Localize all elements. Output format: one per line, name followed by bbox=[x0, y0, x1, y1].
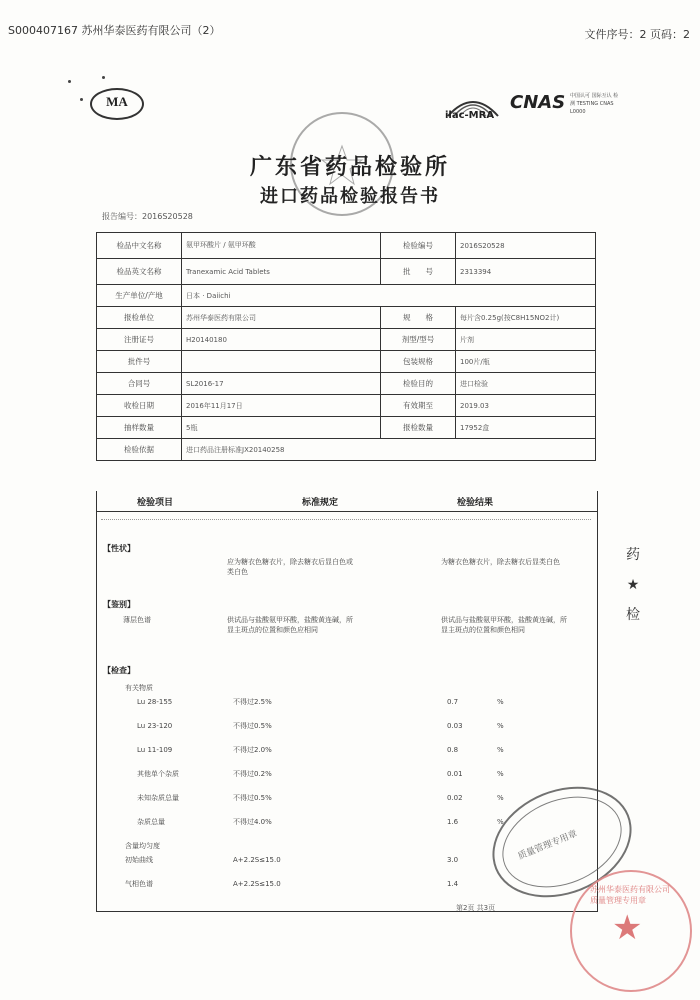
uniformity-sub1: 初始曲线 bbox=[125, 856, 153, 864]
scan-speck bbox=[68, 80, 71, 83]
appearance-result: 为糖衣色糖衣片，除去糖衣后显类白色 bbox=[441, 558, 560, 566]
check-unit: % bbox=[497, 818, 504, 826]
table-row bbox=[97, 329, 596, 351]
label-dosage-form: 剂型/型号 bbox=[381, 329, 456, 351]
check-result: 1.6 bbox=[447, 818, 459, 826]
label-receive-date: 收检日期 bbox=[97, 395, 182, 417]
company-seal-text: 苏州华泰医药有限公司 质量管理专用章 bbox=[590, 885, 670, 905]
value-en-name: Tranexamic Acid Tablets bbox=[182, 259, 381, 285]
divider bbox=[101, 519, 591, 520]
value-declared-qty: 17952盒 bbox=[456, 417, 596, 439]
check-item: 杂质总量 bbox=[137, 818, 165, 826]
table-row bbox=[97, 351, 596, 373]
side-seal-fragment bbox=[622, 540, 644, 630]
section-appearance: 【性状】 bbox=[103, 544, 135, 553]
appearance-standard: 应为糖衣色糖衣片，除去糖衣后显白色或类白色 bbox=[227, 558, 353, 576]
uniformity-title: 含量均匀度 bbox=[125, 842, 160, 850]
value-approval-no bbox=[182, 351, 381, 373]
label-test-no: 检验编号 bbox=[381, 233, 456, 259]
value-sample-qty: 5瓶 bbox=[182, 417, 381, 439]
value-manufacturer: 日本 · Daiichi bbox=[182, 285, 596, 307]
value-reg-no: H20140180 bbox=[182, 329, 381, 351]
label-cn-name: 检品中文名称 bbox=[97, 233, 182, 259]
table-row bbox=[97, 439, 596, 461]
ilac-mra-text: ilac-MRA bbox=[445, 110, 495, 121]
header-standard: 标准规定 bbox=[302, 498, 339, 508]
scan-speck bbox=[80, 98, 83, 101]
value-cn-name: 氨甲环酸片 / 氨甲环酸 bbox=[182, 233, 381, 259]
label-approval-no: 批件号 bbox=[97, 351, 182, 373]
table-row bbox=[97, 373, 596, 395]
side-char: 药 bbox=[626, 547, 640, 563]
value-dosage-form: 片剂 bbox=[456, 329, 596, 351]
label-package: 包装规格 bbox=[381, 351, 456, 373]
check-unit: % bbox=[497, 770, 504, 778]
ma-certification-logo: MA bbox=[90, 88, 144, 120]
check-result: 0.03 bbox=[447, 722, 463, 730]
label-manufacturer: 生产单位/产地 bbox=[97, 285, 182, 307]
table-row bbox=[97, 417, 596, 439]
seal-text: 质量管理专用章 bbox=[516, 829, 579, 863]
check-result: 0.7 bbox=[447, 698, 459, 706]
results-header-row bbox=[97, 491, 597, 512]
check-standard: 不得过2.5% bbox=[233, 698, 272, 706]
table-row bbox=[97, 233, 596, 259]
label-spec: 规 格 bbox=[381, 307, 456, 329]
label-contract-no: 合同号 bbox=[97, 373, 182, 395]
check-standard: 不得过0.5% bbox=[233, 794, 272, 802]
scan-speck bbox=[102, 76, 105, 79]
table-row bbox=[97, 395, 596, 417]
report-number: 报告编号：2016S20528 bbox=[102, 212, 193, 221]
uniformity-result1: 3.0 bbox=[447, 856, 459, 864]
label-basis: 检验依据 bbox=[97, 439, 182, 461]
document-header-left: S000407167 苏州华泰医药有限公司（2） bbox=[8, 24, 221, 37]
table-row bbox=[97, 285, 596, 307]
check-item: 未知杂质总量 bbox=[137, 794, 179, 802]
uniformity-standard1: A+2.2S≤15.0 bbox=[233, 856, 281, 864]
section-identification: 【鉴别】 bbox=[103, 600, 135, 609]
check-item: Lu 11-109 bbox=[137, 746, 173, 754]
value-test-no: 2016S20528 bbox=[456, 233, 596, 259]
check-item: 其他单个杂质 bbox=[137, 770, 179, 778]
check-unit: % bbox=[497, 794, 504, 802]
label-en-name: 检品英文名称 bbox=[97, 259, 182, 285]
cnas-side-text: 中国认可 国际互认 检测 TESTING CNAS L0000 bbox=[570, 93, 619, 115]
identification-item: 薄层色谱 bbox=[123, 616, 151, 624]
value-expiry: 2019.03 bbox=[456, 395, 596, 417]
value-receive-date: 2016年11月17日 bbox=[182, 395, 381, 417]
side-star-icon: ★ bbox=[626, 577, 640, 593]
label-declared-qty: 报检数量 bbox=[381, 417, 456, 439]
value-applicant: 苏州华泰医药有限公司 bbox=[182, 307, 381, 329]
label-purpose: 检验目的 bbox=[381, 373, 456, 395]
institute-title: 广东省药品检验所 bbox=[249, 154, 450, 180]
check-standard: 不得过0.5% bbox=[233, 722, 272, 730]
check-standard: 不得过4.0% bbox=[233, 818, 272, 826]
check-result: 0.01 bbox=[447, 770, 463, 778]
value-spec: 每片含0.25g(按C8H15NO2计) bbox=[456, 307, 596, 329]
side-char: 检 bbox=[626, 607, 640, 623]
identification-result: 供试品与盐酸氨甲环酸，盐酸黄连碱，所显主斑点的位置和颜色相同 bbox=[441, 616, 567, 634]
header-item: 检验项目 bbox=[137, 498, 174, 508]
value-basis: 进口药品注册标准JX20140258 bbox=[182, 439, 596, 461]
check-result: 0.8 bbox=[447, 746, 459, 754]
uniformity-result2: 1.4 bbox=[447, 880, 459, 888]
header-result: 检验结果 bbox=[457, 498, 494, 508]
value-package: 100片/瓶 bbox=[456, 351, 596, 373]
label-reg-no: 注册证号 bbox=[97, 329, 182, 351]
table-row bbox=[97, 259, 596, 285]
product-info-table bbox=[96, 232, 596, 461]
label-expiry: 有效期至 bbox=[381, 395, 456, 417]
document-header-page-info: 文件序号：2 页码：2 bbox=[584, 28, 690, 41]
identification-standard: 供试品与盐酸氨甲环酸，盐酸黄连碱，所显主斑点的位置和颜色应相同 bbox=[227, 616, 353, 634]
section-check: 【检查】 bbox=[103, 666, 135, 675]
uniformity-sub2: 气相色谱 bbox=[125, 880, 153, 888]
label-sample-qty: 抽样数量 bbox=[97, 417, 182, 439]
check-unit: % bbox=[497, 698, 504, 706]
cnas-logo: CNAS bbox=[510, 92, 566, 113]
check-item: Lu 28-155 bbox=[137, 698, 173, 706]
check-standard: 不得过0.2% bbox=[233, 770, 272, 778]
label-batch-no: 批 号 bbox=[381, 259, 456, 285]
check-unit: % bbox=[497, 722, 504, 730]
page-footer-note: 第2页 共3页 bbox=[456, 904, 496, 912]
check-unit: % bbox=[497, 746, 504, 754]
company-seal bbox=[570, 870, 692, 992]
check-result: 0.02 bbox=[447, 794, 463, 802]
report-title: 进口药品检验报告书 bbox=[260, 186, 440, 207]
check-item: 有关物质 bbox=[125, 684, 153, 692]
check-standard: 不得过2.0% bbox=[233, 746, 272, 754]
table-row bbox=[97, 307, 596, 329]
label-applicant: 报检单位 bbox=[97, 307, 182, 329]
value-contract-no: SL2016-17 bbox=[182, 373, 381, 395]
check-item: Lu 23-120 bbox=[137, 722, 173, 730]
seal-star-icon: ★ bbox=[612, 908, 643, 948]
value-batch-no: 2313394 bbox=[456, 259, 596, 285]
uniformity-standard2: A+2.2S≤15.0 bbox=[233, 880, 281, 888]
value-purpose: 进口检验 bbox=[456, 373, 596, 395]
